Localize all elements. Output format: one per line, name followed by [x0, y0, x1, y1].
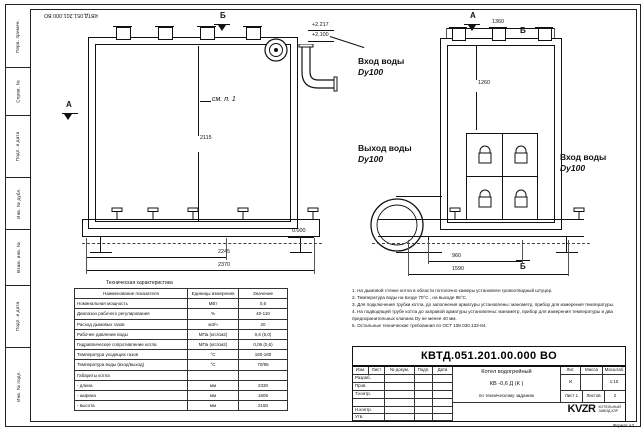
designation-box: КВТД.051.201.00.000 ВО	[352, 346, 626, 366]
tech-cell-name: - высота	[75, 401, 188, 411]
tech-table	[74, 288, 288, 411]
margin-label: Подп. и дата	[15, 301, 21, 332]
top-flange-1	[113, 26, 132, 27]
right-ext-2	[522, 240, 523, 264]
burner-top-connector	[396, 196, 442, 197]
valve-icon-4	[236, 206, 250, 220]
company-logo-text	[598, 405, 621, 414]
margin-cell-2	[6, 115, 30, 177]
tb-sign-cell	[415, 414, 433, 421]
tech-cell-unit: °С	[188, 360, 239, 370]
top-round-flange-icon	[262, 36, 290, 64]
callout-water-in-label-2: Dy100	[358, 67, 384, 77]
tech-cell-unit: %	[188, 309, 239, 319]
view-label-b-bottom: Б	[520, 262, 526, 271]
callout-water-out-label-1: Выход воды	[358, 143, 412, 153]
tb-head-mass: Масса	[581, 367, 603, 375]
note-item: 3. Для подключения трубки котла, до заполнения арматуры установлены: манометр, прибор для измерения температуры.	[352, 302, 615, 308]
tb-head-podp: Подп.	[415, 367, 433, 375]
format-note: Формат А3	[612, 423, 634, 428]
top-nozzle-4	[246, 27, 261, 40]
tech-cell-name: Расход дымовых газов	[75, 319, 188, 329]
dim-1260-line-down	[476, 92, 477, 130]
tb-sign-cell	[385, 399, 415, 407]
dim-1590: 1590	[452, 266, 464, 272]
dim-1590-line	[408, 274, 568, 275]
left-margin-column	[6, 5, 30, 424]
dim-2245: 2245	[218, 249, 230, 255]
foot-2	[290, 252, 312, 253]
top-nozzle-2	[158, 27, 173, 40]
valve-icon-3	[186, 206, 200, 220]
tb-sign-cell	[415, 383, 433, 391]
right-ext-1	[428, 240, 429, 264]
callout-water-in-right-1: Вход воды	[560, 152, 607, 162]
side-top-flange-1	[449, 27, 467, 28]
base-bottom-rail	[82, 236, 320, 237]
tb-product-line2: КВ -0,6 Д (К )	[453, 379, 561, 391]
note-item: 1. На дымовой стенке котла в области потолочно камеры установлен гровоотводный штуцер.	[352, 288, 553, 293]
sheet-code	[44, 12, 98, 18]
note-item: 2. Температура воды на входе 70°С , на выходе 95°С.	[352, 295, 468, 301]
side-top-nozzle-2	[492, 28, 506, 41]
elev-2100-line	[308, 41, 334, 42]
tech-cell-name: Диапазон рабочего регулирования	[75, 309, 188, 319]
dim-1260: 1260	[478, 80, 490, 86]
margin-cell-0	[6, 5, 30, 67]
tb-sign-cell	[415, 375, 433, 383]
tech-cell-value: 160-180	[239, 350, 288, 360]
right-ext-4	[568, 240, 569, 276]
tb-sign-cell	[433, 414, 453, 421]
tech-table-header-row	[75, 289, 288, 299]
dim-2370-line	[86, 270, 314, 271]
table-row	[75, 401, 288, 411]
tech-cell-value: 2330	[239, 380, 288, 390]
dim-1360: 1360	[492, 19, 504, 25]
tech-cell-name: Рабочее давление воды	[75, 329, 188, 339]
tb-sign-cell	[385, 391, 415, 399]
tb-scale-value: 1:15	[603, 375, 625, 391]
tb-row-nkontr: Н.контр.	[353, 407, 385, 414]
callout-water-out-label-2: Dy100	[358, 154, 384, 164]
tb-sign-cell	[385, 383, 415, 391]
dim-960-line	[428, 261, 522, 262]
table-row	[75, 360, 288, 370]
tb-sheets-count: 2	[605, 391, 625, 403]
margin-label: Подп. и дата	[15, 131, 21, 162]
tb-row-tkontr: Т.контр.	[353, 391, 385, 399]
tb-sheets-lbl: Листов	[583, 391, 605, 403]
tech-header-1: Единицы измерения	[188, 289, 239, 299]
tech-cell-unit: м3/ч	[188, 319, 239, 329]
margin-cell-5	[6, 285, 30, 347]
dim-1260-line-up	[476, 46, 477, 80]
hatch-icon-3	[476, 186, 494, 210]
tb-row-utv: Утв.	[353, 414, 385, 421]
side-top-nozzle-3	[538, 28, 552, 41]
tb-head-docnum: № докум.	[385, 367, 415, 375]
tb-sign-cell	[415, 399, 433, 407]
table-row	[75, 380, 288, 390]
elev-2217-line	[308, 30, 334, 31]
tb-sign-cell	[433, 375, 453, 383]
tb-sign-cell	[433, 391, 453, 399]
table-row	[75, 309, 288, 319]
tb-head-izm: Изм.	[353, 367, 369, 375]
valve-icon-7	[572, 206, 586, 220]
tech-header-0: Наименование показателя	[75, 289, 188, 299]
tech-cell-value: 2150	[239, 401, 288, 411]
tb-head-list: Лист	[369, 367, 385, 375]
margin-label: Перв. примен.	[15, 19, 21, 53]
elev-2100: +2.100	[312, 32, 329, 38]
margin-label: Инв. № дубл.	[15, 188, 21, 219]
right-base-bottom	[378, 236, 584, 237]
tb-sign-cell	[415, 391, 433, 399]
sheet-code-text: КВТД.051.201.000 ВО	[44, 12, 98, 18]
top-flange-4	[243, 26, 262, 27]
tb-head-scale: Масштаб	[603, 367, 625, 375]
title-block	[352, 366, 626, 422]
tb-sign-cell	[385, 414, 415, 421]
tech-cell-value: 20	[239, 319, 288, 329]
right-foot-2	[556, 252, 578, 253]
tb-sign-cell	[433, 407, 453, 414]
company-logo-mark: KVZR	[567, 403, 596, 415]
tech-cell-unit: МВт	[188, 299, 239, 309]
table-row	[75, 329, 288, 339]
dim-2370: 2370	[218, 262, 230, 268]
margin-cell-4	[6, 229, 30, 285]
dim-2245-line	[86, 257, 226, 258]
tb-sign-cell	[385, 375, 415, 383]
tb-row-blank	[353, 399, 385, 407]
see-item-note: см. п. 1	[212, 96, 236, 103]
base-left-end	[82, 219, 83, 237]
right-floor-line	[372, 243, 590, 244]
boiler-body-side-inner	[447, 45, 555, 223]
tech-cell-name: Гидравлическое сопротивление котла	[75, 340, 188, 350]
tech-cell-unit: °С	[188, 350, 239, 360]
table-row	[75, 350, 288, 360]
door-panel-divider-h	[466, 176, 538, 177]
tech-cell-name: - ширина	[75, 391, 188, 401]
burner-front-circle	[368, 196, 426, 254]
tech-cell-unit	[188, 370, 239, 380]
company-line-1: КОТЕЛЬНЫЙ	[598, 404, 621, 409]
note-item: 5. Остальные технические требования по ОСТ 108.030.133-84.	[352, 323, 487, 329]
foot-1	[90, 252, 112, 253]
tb-row-razrab: Разраб.	[353, 375, 385, 383]
tb-sign-cell	[433, 399, 453, 407]
tech-cell-unit: МПа (кгс/см2)	[188, 329, 239, 339]
side-top-flange-2	[489, 27, 507, 28]
table-row	[75, 319, 288, 329]
view-label-b-top: Б	[220, 11, 226, 20]
view-label-a-right: А	[470, 11, 476, 20]
company-logo	[568, 403, 621, 415]
hatch-icon-2	[512, 142, 530, 166]
margin-cell-3	[6, 177, 30, 229]
see-item-leader	[200, 101, 211, 102]
tech-cell-name: Габариты котла	[75, 370, 188, 380]
hatch-icon-4	[512, 186, 530, 210]
right-base-top	[378, 219, 584, 220]
dim-960: 960	[452, 253, 461, 259]
tech-cell-name: Температура уходящих газов	[75, 350, 188, 360]
company-line-2: ЗАВОД КЗР	[598, 409, 619, 413]
valve-icon-2	[146, 206, 160, 220]
ext-line-right	[314, 238, 315, 274]
note-item: 4. На подводящей трубе котла до заправой арматуры установлены: манометр, прибор для измерения температуры и два предохранительных клапана Dy не менее 40 мм.	[352, 309, 613, 322]
ext-line-left	[86, 238, 87, 274]
tech-cell-unit: мм	[188, 391, 239, 401]
tb-product-line1: Котел водогрейный	[453, 367, 561, 379]
boiler-body-front-inner	[95, 44, 291, 222]
valve-icon-5	[306, 206, 320, 220]
margin-cell-1	[6, 67, 30, 115]
elev-0000: 0.000	[292, 228, 306, 234]
top-flange-3	[197, 26, 216, 27]
valve-icon-6	[448, 206, 462, 220]
top-nozzle-3	[200, 27, 215, 40]
tb-head-data: Дата	[433, 367, 453, 375]
tb-mass-value	[581, 375, 603, 391]
top-flange-2	[155, 26, 174, 27]
margin-label: Инв. № подл.	[15, 370, 21, 402]
table-row	[75, 370, 288, 380]
leg-1	[100, 237, 101, 253]
floor-line	[82, 243, 322, 244]
tech-cell-value: 70/95	[239, 360, 288, 370]
view-label-b-right: Б	[520, 26, 526, 35]
tb-lit-value: И	[561, 375, 581, 391]
margin-cell-6	[6, 347, 30, 424]
tech-cell-unit: мм	[188, 380, 239, 390]
tb-product-line3: по техническому заданию	[453, 391, 561, 403]
right-foot-1	[418, 252, 440, 253]
technical-notes	[352, 288, 624, 330]
dim-2115-line-up	[198, 46, 199, 136]
valve-icon-1	[110, 206, 124, 220]
tech-cell-value: 1605	[239, 391, 288, 401]
callout-water-in-right-2: Dy100	[560, 163, 586, 173]
water-inlet-pipe	[296, 44, 344, 94]
tech-cell-unit: МПа (кгс/см2)	[188, 340, 239, 350]
tb-row-prov: Пров.	[353, 383, 385, 391]
tech-cell-name: Температура воды (вход/выход)	[75, 360, 188, 370]
tech-cell-value: 40-110	[239, 309, 288, 319]
side-top-nozzle-1	[452, 28, 466, 41]
tb-sign-cell	[433, 383, 453, 391]
tech-cell-name: Номинальная мощность	[75, 299, 188, 309]
view-a-arrow	[64, 114, 72, 120]
tech-cell-value: 0,06 (0,6)	[239, 340, 288, 350]
leg-2	[300, 237, 301, 253]
tech-cell-unit: мм	[188, 401, 239, 411]
tb-head-lit: Лит.	[561, 367, 581, 375]
elev-2217: +2.217	[312, 22, 329, 28]
hatch-icon-1	[476, 142, 494, 166]
table-row	[75, 340, 288, 350]
margin-label: Взам. инв. №	[15, 242, 21, 273]
tech-cell-value	[239, 370, 288, 380]
tech-cell-name: - длина	[75, 380, 188, 390]
table-row	[75, 391, 288, 401]
table-row	[75, 299, 288, 309]
tb-sign-cell	[415, 407, 433, 414]
tech-cell-value: 0,6	[239, 299, 288, 309]
tech-cell-value: 0,6 (6,0)	[239, 329, 288, 339]
view-label-a-left: А	[66, 100, 72, 109]
view-b-arrow	[218, 25, 226, 31]
right-ext-3	[408, 240, 409, 276]
dim-2115: 2115	[200, 135, 212, 141]
base-right-end	[319, 219, 320, 237]
tb-sheet-no: Лист 1	[561, 391, 583, 403]
ext-line-mid	[226, 238, 227, 260]
margin-label: Справ. №	[15, 80, 21, 103]
right-leg-2	[566, 237, 567, 253]
callout-water-in-label-1: Вход воды	[358, 56, 405, 66]
top-nozzle-1	[116, 27, 131, 40]
tech-header-2: Значение	[239, 289, 288, 299]
side-top-flange-3	[535, 27, 553, 28]
tb-sign-cell	[385, 407, 415, 414]
tech-table-title: Техническая характеристика	[106, 280, 173, 286]
